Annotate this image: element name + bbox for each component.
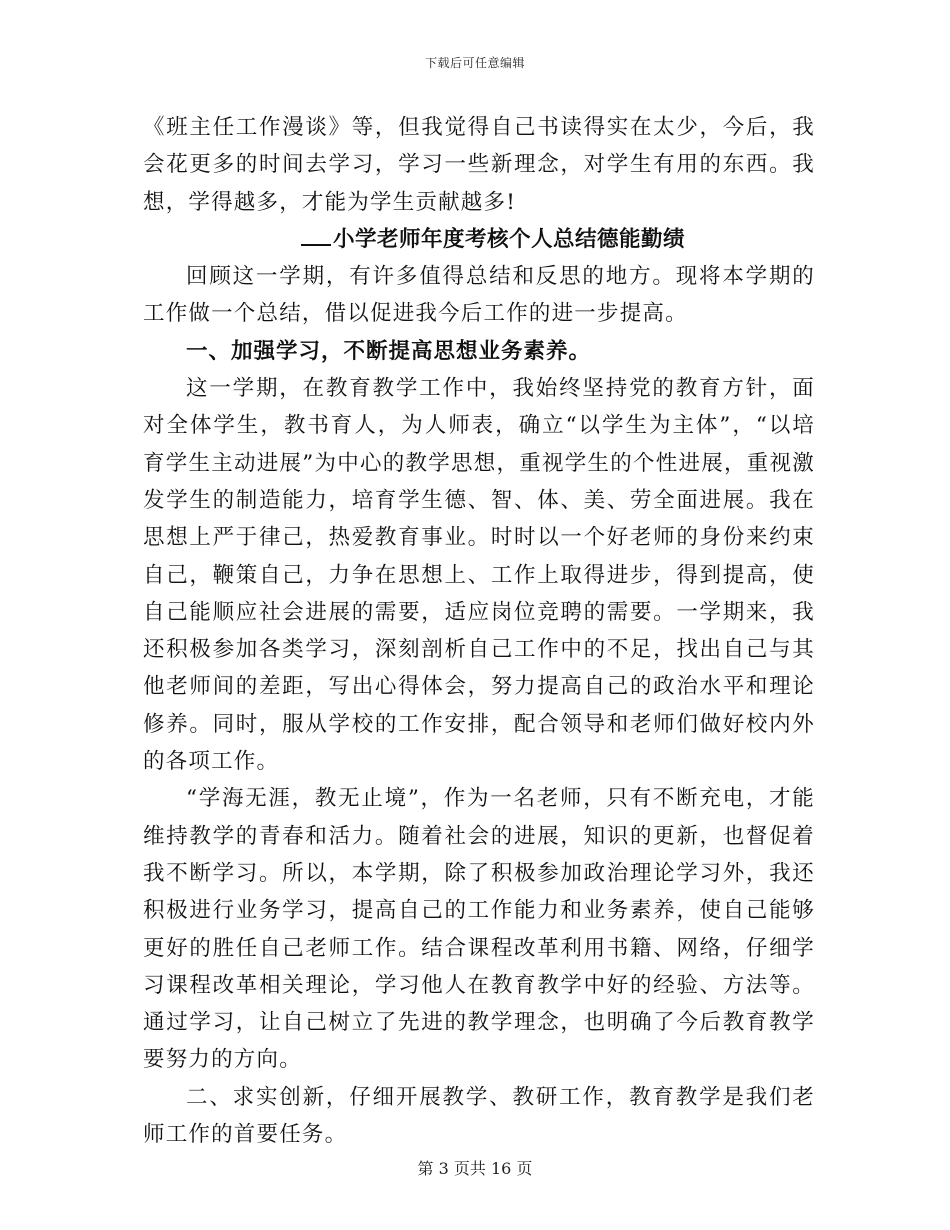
document-title-text: 小学老师年度考核个人总结德能勤绩 [332,226,685,252]
paragraph-study: “学海无涯，教无止境”，作为一名老师，只有不断充电，才能维持教学的青春和活力。随着社会的进展，知识的更新，也督促着我不断学习。所以，本学期，除了积极参加政治理论学习外，我还积极进行业务学习，提高自己的工作能力和业务素养，使自己能够更好的胜任自己老师工作。结合课程改革利用书籍、网络，仔细学习课程改革相关理论，学习他人在教育教学中好的经验、方法等。通过学习，让自己树立了先进的教学理念，也明确了今后教育教学要努力的方向。 [143,786,815,1073]
paragraph-section-1: 这一学期，在教育教学工作中，我始终坚持党的教育方针，面对全体学生，教书育人，为人师表，确立“以学生为主体”，“以培育学生主动进展”为中心的教学思想，重视学生的个性进展，重视激发学生的制造能力，培育学生德、智、体、美、劳全面进展。我在思想上严于律己，热爱教育事业。时时以一个好老师的身份来约束自己，鞭策自己，力争在思想上、工作上取得进步，得到提高，使自己能顺应社会进展的需要，适应岗位竞聘的需要。一学期来，我还积极参加各类学习，深刻剖析自己工作中的不足，找出自己与其他老师间的差距，写出心得体会，努力提高自己的政治水平和理论修养。同时，服从学校的工作安排，配合领导和老师们做好校内外的各项工作。 [143,376,815,775]
section-1-heading: 一、加强学习，不断提高思想业务素养。 [186,338,592,364]
page-header-note: 下载后可任意编辑 [424,56,525,70]
paragraph-intro: 《班主任工作漫谈》等，但我觉得自己书读得实在太少，今后，我会花更多的时间去学习，学习一些新理念，对学生有用的东西。我想，学得越多，才能为学生贡献越多! [143,115,815,215]
title-blank-underline [301,224,331,246]
paragraph-section-2: 二、求实创新，仔细开展教学、教研工作，教育教学是我们老师工作的首要任务。 [143,1084,815,1148]
document-title [143,221,815,258]
document-body [143,109,815,1153]
paragraph-review: 回顾这一学期，有许多值得总结和反思的地方。现将本学期的工作做一个总结，借以促进我今后工作的进一步提高。 [143,264,815,327]
page-number: 第 3 页共 16 页 [417,1159,533,1178]
